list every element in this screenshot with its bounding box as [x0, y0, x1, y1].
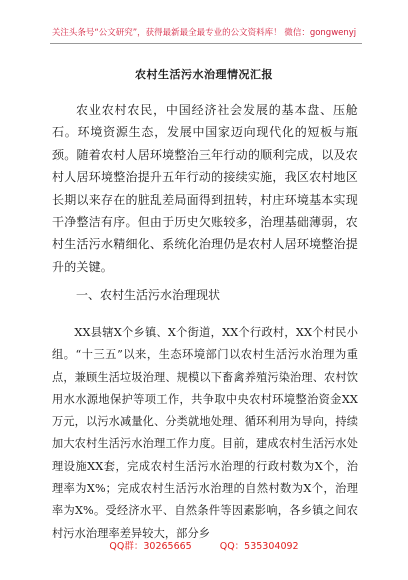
document-title: 农村生活污水治理情况汇报: [135, 68, 273, 81]
footer-banner: [0, 538, 408, 552]
footer-qq-group: QQ群：30265665: [109, 541, 192, 552]
intro-paragraph: 农业农村农民，中国经济社会发展的基本盘、压舱石。环境资源生态，发展中国家迈向现代化的短板与瓶颈。随着农村人居环境整治三年行动的顺利完成，以及农村人居环境整治提升五年行动的接续实施，我区农村地区长期以来存在的脏乱差局面得到扭转，村庄环境基本实现干净整洁有序。但由于历史欠账较多，治理基础薄弱，农村生活污水精细化、系统化治理仍是农村人居环境整治提升的关键。: [52, 103, 358, 274]
header-banner: 关注头条号“公文研究”，获得最新最全最专业的公文资料库！ 微信：gongwenyj: [51, 28, 357, 38]
status-paragraph: XX县辖X个乡镇、X个街道，XX个行政村，XX个村民小组。“十三五”以来，生态环境部门以农村生活污水治理为重点，兼顾生活垃圾治理、规模以下畜禽养殖污染治理、农村饮用水水源地保护等项工作，共争取中央农村环境整治资金XX万元，以污水减量化、分类就地处理、循环利用为导向，持续加大农村生活污水治理工作力度。目前，建成农村生活污水处理设施XX套，完成农村生活污水治理的行政村数为X个，治理率为X%；完成农村生活污水治理的自然村数为X个，治理率为X%。受经济水平、自然条件等因素影响，各乡镇之间农村污水治理率差异较大，部分乡: [52, 326, 358, 540]
footer-qq-contact: QQ：535304092: [219, 541, 299, 552]
header-divider: [50, 43, 362, 44]
section-heading: 一、农村生活污水治理现状: [76, 288, 221, 302]
